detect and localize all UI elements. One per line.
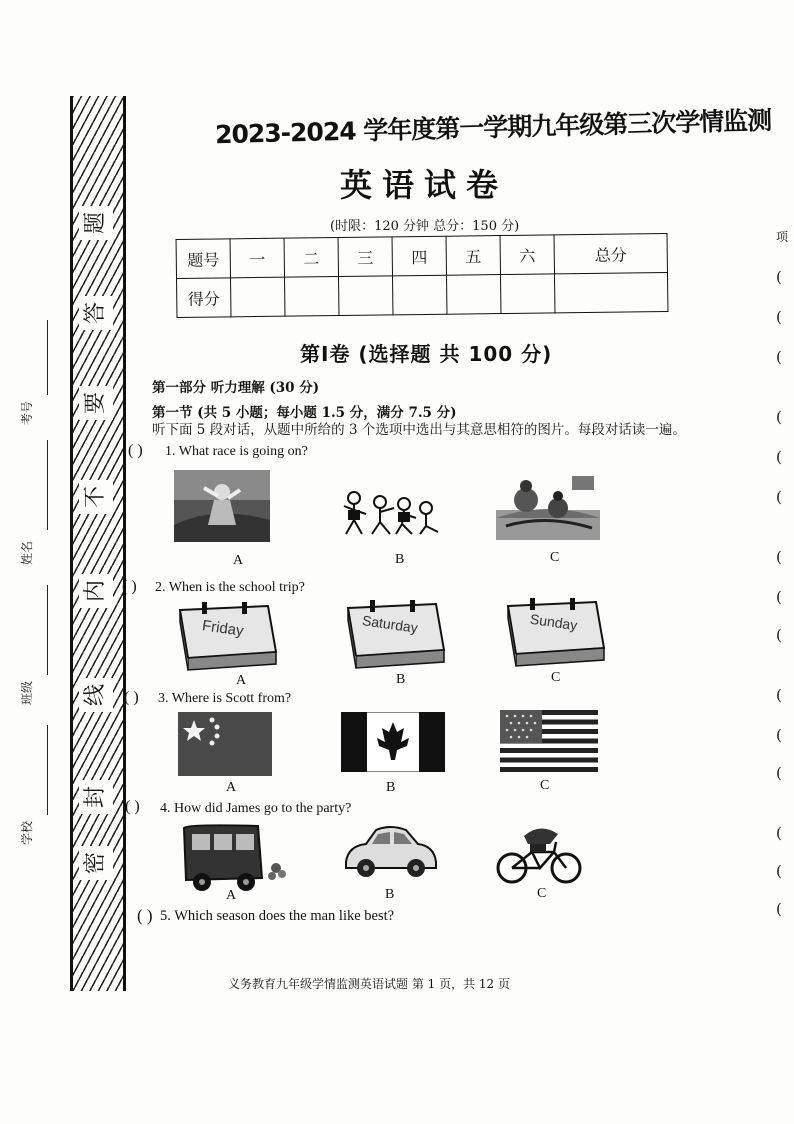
right-edge-paren: ( — [776, 408, 782, 426]
strip-char-xian: 线 — [79, 678, 113, 712]
name-line — [47, 440, 48, 530]
score-cell: 四 — [392, 236, 446, 276]
question-5-text: 5. Which season does the man like best? — [160, 908, 395, 924]
right-edge-paren: ( — [776, 900, 782, 918]
right-edge-paren: ( — [776, 548, 782, 566]
instructions: 听下面 5 段对话，从题中所给的 3 个选项中选出与其意思相符的图片。每段对话读一遍。 — [152, 422, 686, 438]
car-image — [340, 822, 440, 880]
q4-option-a-label: A — [226, 888, 237, 903]
answer-paren-2[interactable]: ( ) — [122, 578, 137, 595]
china-flag-image — [178, 712, 272, 776]
school-line — [47, 725, 48, 815]
exam-no-line — [47, 320, 48, 395]
right-edge-paren: ( — [776, 726, 782, 744]
subsection-heading: 第一节 (共 5 小题；每小题 1.5 分，满分 7.5 分) — [152, 405, 457, 421]
q1-option-b-label: B — [395, 552, 405, 567]
score-cell: 一 — [230, 238, 284, 278]
name-label: 姓名 — [20, 540, 34, 565]
section-heading: 第一部分 听力理解 (30 分) — [152, 380, 320, 396]
right-edge-paren: ( — [776, 588, 782, 606]
class-line — [47, 585, 48, 675]
strip-char-yao: 要 — [79, 386, 113, 420]
q3-option-b-label: B — [386, 780, 396, 795]
q2-option-b-label: B — [396, 672, 406, 687]
school-label: 学校 — [20, 820, 34, 845]
usa-flag-image — [500, 710, 598, 772]
answer-paren-1[interactable]: ( ) — [128, 442, 143, 459]
score-cell: 得分 — [177, 278, 231, 318]
right-edge-paren: ( — [776, 862, 782, 880]
q3-option-a-label: A — [226, 780, 237, 795]
binding-strip — [70, 96, 126, 991]
score-table-score-row — [177, 273, 668, 318]
right-edge-label: 项 — [776, 230, 789, 244]
score-table — [176, 233, 669, 318]
exam-title: 2023-2024 学年度第一学期九年级第三次学情监测 — [214, 105, 772, 150]
exam-no-label: 考号 — [20, 400, 34, 425]
q2-option-a-label: A — [236, 673, 247, 688]
strip-char-ti: 题 — [79, 206, 113, 240]
strip-char-da: 答 — [79, 296, 113, 330]
q2-calendar-word-a: Friday — [201, 617, 245, 640]
right-edge-paren: ( — [776, 824, 782, 842]
question-4-text: 4. How did James go to the party? — [160, 801, 352, 816]
q1-option-c-image — [496, 470, 600, 540]
time-info: (时限：120 分钟 总分：150 分) — [330, 219, 520, 234]
right-edge-paren: ( — [776, 626, 782, 644]
part-title: 第Ⅰ卷 (选择题 共 100 分) — [300, 342, 553, 366]
q3-option-c-label: C — [540, 778, 550, 793]
score-input-cell[interactable] — [231, 277, 285, 317]
bus-image — [178, 822, 290, 894]
answer-paren-4[interactable]: ( ) — [125, 798, 140, 815]
q2-calendar-word-c: Sunday — [529, 610, 579, 634]
bicycle-image — [494, 822, 586, 884]
q2-option-c-label: C — [551, 670, 561, 685]
score-input-cell[interactable] — [554, 273, 667, 313]
right-edge-paren: ( — [776, 764, 782, 782]
q2-calendar-word-b: Saturday — [361, 612, 419, 636]
question-2-text: 2. When is the school trip? — [155, 580, 305, 595]
score-input-cell[interactable] — [285, 277, 339, 317]
right-edge-paren: ( — [776, 308, 782, 326]
strip-char-feng: 封 — [79, 780, 113, 814]
score-cell: 三 — [338, 237, 392, 277]
score-cell: 题号 — [176, 239, 230, 279]
class-label: 班级 — [20, 680, 34, 705]
score-table-header-row — [176, 234, 667, 279]
score-input-cell[interactable] — [446, 275, 500, 315]
score-input-cell[interactable] — [339, 276, 393, 316]
score-cell: 总分 — [554, 234, 667, 274]
right-edge-paren: ( — [776, 268, 782, 286]
right-edge-paren: ( — [776, 488, 782, 506]
q1-option-b-image — [340, 488, 445, 538]
right-edge-paren: ( — [776, 348, 782, 366]
answer-paren-3[interactable]: ( ) — [124, 689, 139, 706]
score-cell: 二 — [284, 238, 338, 278]
question-1-text: 1. What race is going on? — [165, 444, 308, 459]
q1-option-a-image — [174, 470, 270, 542]
canada-flag-image — [341, 712, 445, 772]
question-3-text: 3. Where is Scott from? — [158, 691, 292, 706]
right-edge-paren: ( — [776, 686, 782, 704]
score-input-cell[interactable] — [500, 274, 554, 314]
answer-paren-5[interactable]: ( ) — [137, 906, 153, 925]
q1-option-a-label: A — [233, 553, 244, 568]
score-input-cell[interactable] — [393, 275, 447, 315]
page-footer: 义务教育九年级学情监测英语试题 第 1 页，共 12 页 — [228, 977, 510, 991]
strip-char-bu: 不 — [79, 480, 113, 514]
q4-option-c-label: C — [537, 886, 547, 901]
q2-option-c-calendar — [500, 598, 608, 668]
q1-option-c-label: C — [550, 550, 560, 565]
score-cell: 六 — [500, 235, 554, 275]
q2-option-a-calendar — [172, 602, 280, 672]
q4-option-b-label: B — [385, 887, 395, 902]
strip-char-nei: 内 — [79, 574, 113, 608]
score-cell: 五 — [446, 236, 500, 276]
paper-subject: 英语试卷 — [340, 166, 509, 204]
strip-char-mi: 密 — [79, 846, 113, 880]
q2-option-b-calendar — [340, 600, 448, 670]
right-edge-paren: ( — [776, 448, 782, 466]
